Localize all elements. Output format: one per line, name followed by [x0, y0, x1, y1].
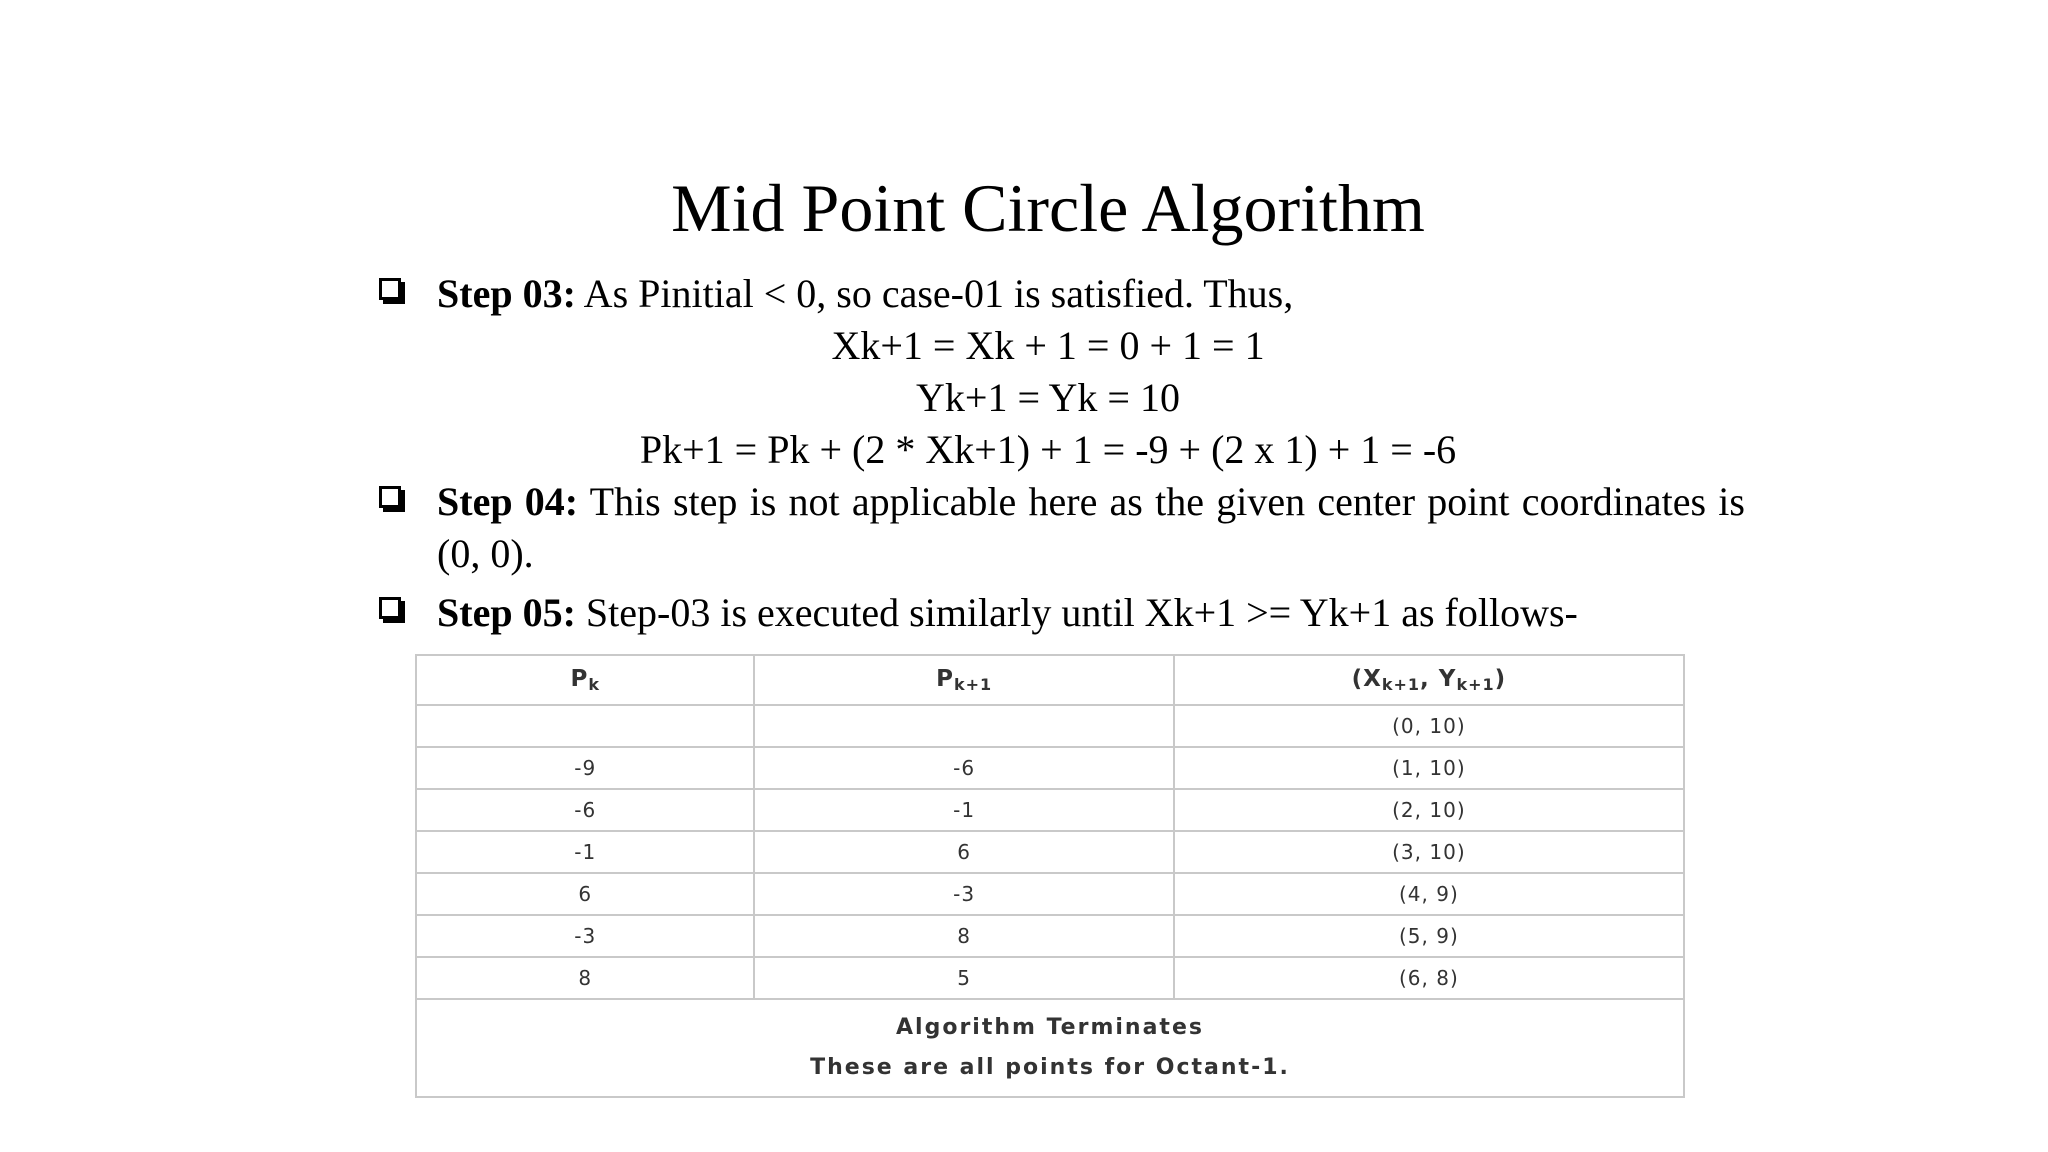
step-03-label: Step 03:	[437, 271, 576, 316]
header-pk: $P_k$	[416, 655, 754, 705]
cell-xy: (2, 10)	[1174, 789, 1684, 831]
formula-pk1: Pk+1 = Pk + (2 * Xk+1) + 1 = -9 + (2 x 1) + 1 = -6	[639, 427, 1457, 472]
cell-pk1: 5	[754, 957, 1173, 999]
cell-pk1: -3	[754, 873, 1173, 915]
cell-pk1: -1	[754, 789, 1173, 831]
cell-pk: -3	[416, 915, 754, 957]
table-row	[416, 831, 1684, 873]
header-xy: ($X_{k+1}$, $Y_{k+1}$)	[1174, 655, 1684, 705]
cell-pk	[416, 705, 754, 747]
step-04-body: This step is not applicable here as the given center point coordinates is (0, 0).	[437, 479, 1745, 576]
step-04-text	[437, 476, 1745, 580]
cell-pk1: 6	[754, 831, 1173, 873]
step-05-text	[437, 587, 1745, 639]
cell-xy: (4, 9)	[1174, 873, 1684, 915]
iteration-table	[415, 654, 1685, 1098]
step-03-body: As Pinitial < 0, so case-01 is satisfied. Thus,	[575, 271, 1294, 316]
table-row	[416, 873, 1684, 915]
cell-pk1: -6	[754, 747, 1173, 789]
checkbox-bullet-icon	[379, 597, 401, 619]
cell-pk: -6	[416, 789, 754, 831]
formula-yk1: Yk+1 = Yk = 10	[916, 375, 1180, 420]
table-row	[416, 957, 1684, 999]
table-row	[416, 789, 1684, 831]
footer-terminates: Algorithm Terminates	[896, 1015, 1204, 1040]
cell-pk: -9	[416, 747, 754, 789]
checkbox-bullet-icon	[379, 486, 401, 508]
step-05-label: Step 05:	[437, 590, 576, 635]
table-row	[416, 747, 1684, 789]
slide-title: Mid Point Circle Algorithm	[671, 170, 1425, 246]
table-header-row	[416, 655, 1684, 705]
table-footer-row	[416, 999, 1684, 1097]
table-footer	[416, 999, 1684, 1097]
table-row	[416, 705, 1684, 747]
cell-pk1	[754, 705, 1173, 747]
table-row	[416, 915, 1684, 957]
cell-xy: (0, 10)	[1174, 705, 1684, 747]
footer-octant-note: These are all points for Octant-1.	[810, 1055, 1290, 1080]
cell-pk1: 8	[754, 915, 1173, 957]
cell-xy: (5, 9)	[1174, 915, 1684, 957]
cell-xy: (1, 10)	[1174, 747, 1684, 789]
cell-pk: 8	[416, 957, 754, 999]
formula-xk1: Xk+1 = Xk + 1 = 0 + 1 = 1	[831, 323, 1265, 368]
step-03-text	[437, 268, 1745, 320]
cell-pk: -1	[416, 831, 754, 873]
step-05-body: Step-03 is executed similarly until Xk+1 >= Yk+1 as follows-	[575, 590, 1578, 635]
cell-xy: (6, 8)	[1174, 957, 1684, 999]
header-pk1: $P_{k+1}$	[754, 655, 1173, 705]
step-04-label: Step 04:	[437, 479, 579, 524]
cell-pk: 6	[416, 873, 754, 915]
checkbox-bullet-icon	[379, 278, 401, 300]
cell-xy: (3, 10)	[1174, 831, 1684, 873]
